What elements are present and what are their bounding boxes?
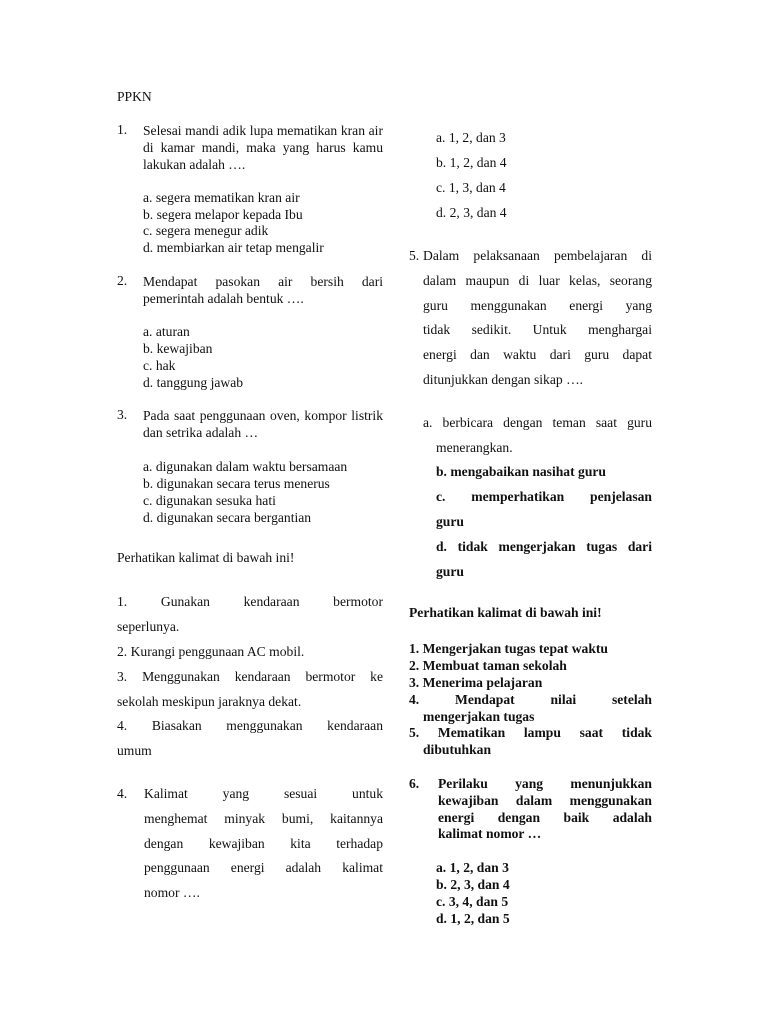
question-number: 3. [117, 407, 128, 422]
option-d: d. digunakan secara bergantian [143, 510, 312, 525]
instruction: Perhatikan kalimat di bawah ini! [117, 550, 295, 565]
question-number: 4. [117, 786, 128, 801]
question-line: ditunjukkan dengan sikap …. [423, 372, 584, 387]
question-line: Dalam pelaksanaan pembelajaran di [423, 248, 652, 263]
statement-line: 3. Menggunakan kendaraan bermotor ke [117, 669, 383, 684]
q5-option-d-cont: guru [436, 564, 464, 579]
q4-option-a: a. 1, 2, dan 3 [436, 130, 506, 145]
instruction: Perhatikan kalimat di bawah ini! [409, 605, 602, 620]
statement-line: umum [117, 743, 152, 758]
q4-option-b: b. 1, 2, dan 4 [436, 155, 507, 170]
question-text: Mendapat pasokan air bersih dari pemerintah adalah bentuk …. [143, 274, 383, 306]
question-line: energi dengan baik adalah [438, 810, 652, 825]
question-1 [117, 122, 383, 255]
option-c: c. segera menegur adik [143, 223, 269, 238]
question-line: tidak sedikit. Untuk menghargai [423, 322, 652, 337]
question-line: kalimat nomor … [438, 826, 542, 841]
question-line: menghemat minyak bumi, kaitannya [144, 811, 383, 826]
option-a: a. digunakan dalam waktu bersamaan [143, 459, 348, 474]
option-b: b. digunakan secara terus menerus [143, 476, 330, 491]
q6-option-c: c. 3, 4, dan 5 [436, 894, 509, 909]
question-number: 2. [117, 273, 128, 288]
q6-option-b: b. 2, 3, dan 4 [436, 877, 510, 892]
question-text: Pada saat penggunaan oven, kompor listrik dan setrika adalah … [143, 408, 383, 440]
statement-line: sekolah meskipun jaraknya dekat. [117, 694, 302, 709]
q6-option-d: d. 1, 2, dan 5 [436, 911, 510, 926]
question-line: dengan kewajiban kita terhadap [144, 836, 383, 851]
question-3 [117, 407, 383, 525]
question-line: Perilaku yang menunjukkan [438, 776, 652, 791]
question-number: 1. [117, 122, 128, 137]
list-item: 3. Menerima pelajaran [409, 675, 543, 690]
question-line: energi dan waktu dari guru dapat [423, 347, 652, 362]
question-line: Kalimat yang sesuai untuk [144, 786, 383, 801]
statement-line: 1. Gunakan kendaraan bermotor [117, 594, 383, 609]
list-item: 5. Mematikan lampu saat tidak [409, 725, 652, 740]
question-line: nomor …. [144, 885, 200, 900]
question-line: penggunaan energi adalah kalimat [144, 860, 383, 875]
option-b: b. segera melapor kepada Ibu [143, 207, 303, 222]
q5-option-c: c. memperhatikan penjelasan [436, 489, 652, 504]
option-d: d. membiarkan air tetap mengalir [143, 240, 324, 255]
question-number: 6. [409, 776, 420, 791]
question-line: guru menggunakan energi yang [423, 298, 652, 313]
q5-option-d: d. tidak mengerjakan tugas dari [436, 539, 652, 554]
q6-option-a: a. 1, 2, dan 3 [436, 860, 509, 875]
statement-line: 2. Kurangi penggunaan AC mobil. [117, 644, 305, 659]
q5-option-b: b. mengabaikan nasihat guru [436, 464, 606, 479]
question-number: 5. [409, 248, 420, 263]
option-b: b. kewajiban [143, 341, 213, 356]
option-a: a. aturan [143, 324, 190, 339]
list-item: 2. Membuat taman sekolah [409, 658, 567, 673]
option-d: d. tanggung jawab [143, 375, 244, 390]
question-2 [117, 273, 383, 390]
question-line: kewajiban dalam menggunakan [438, 793, 652, 808]
question-line: dalam maupun di luar kelas, seorang [423, 273, 652, 288]
option-a: a. segera mematikan kran air [143, 190, 300, 205]
q5-option-a: a. berbicara dengan teman saat guru [423, 415, 652, 430]
q4-option-d: d. 2, 3, dan 4 [436, 205, 507, 220]
q5-option-c-cont: guru [436, 514, 464, 529]
page-title: PPKN [117, 89, 152, 104]
statement-line: seperlunya. [117, 619, 180, 634]
question-text: Selesai mandi adik lupa mematikan kran air di kamar mandi, maka yang harus kamu lakukan adalah …. [143, 123, 383, 172]
statement-line: 4. Biasakan menggunakan kendaraan [117, 718, 383, 733]
list-item-cont: mengerjakan tugas [423, 709, 535, 724]
list-item: 4. Mendapat nilai setelah [409, 692, 652, 707]
list-item-cont: dibutuhkan [423, 742, 492, 757]
option-c: c. hak [143, 358, 176, 373]
option-c: c. digunakan sesuka hati [143, 493, 276, 508]
q5-option-a-cont: menerangkan. [436, 440, 513, 455]
list-item: 1. Mengerjakan tugas tepat waktu [409, 641, 608, 656]
q4-option-c: c. 1, 3, dan 4 [436, 180, 506, 195]
